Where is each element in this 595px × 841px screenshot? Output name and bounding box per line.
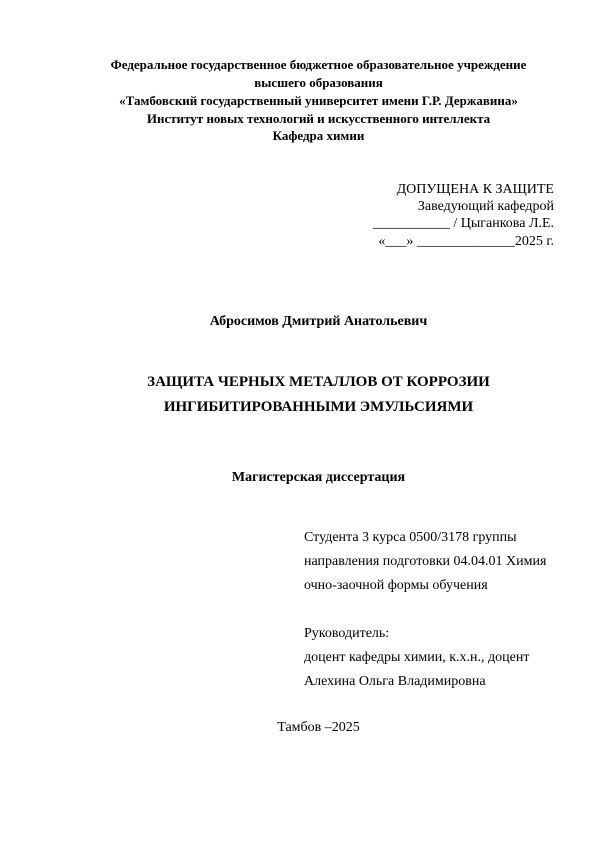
header-line-university: «Тамбовский государственный университет имени Г.Р. Державина» [119, 93, 518, 108]
city-year: Тамбов –2025 [277, 720, 360, 735]
student-course-group: Студента 3 курса 0500/3178 группы [304, 530, 517, 545]
student-program: направления подготовки 04.04.01 Химия [304, 554, 547, 569]
header-line-department: Кафедра химии [272, 128, 365, 143]
work-type: Магистерская диссертация [231, 470, 406, 485]
supervisor-position: доцент кафедры химии, к.х.н., доцент [304, 650, 530, 665]
author-name: Абросимов Дмитрий Анатольевич [209, 314, 428, 329]
supervisor-label: Руководитель: [304, 626, 390, 641]
student-study-form: очно-заочной формы обучения [304, 578, 488, 593]
thesis-title-line-1: ЗАЩИТА ЧЕРНЫХ МЕТАЛЛОВ ОТ КОРРОЗИИ [147, 374, 490, 390]
approval-head-of-department: Заведующий кафедрой [417, 199, 554, 214]
header-line-institute: Институт новых технологий и искусственного интеллекта [146, 111, 491, 126]
supervisor-name: Алехина Ольга Владимировна [304, 674, 486, 689]
approval-date-line: «___» ______________2025 г. [378, 234, 554, 249]
approval-signature-line: ___________ / Цыганкова Л.Е. [372, 216, 554, 231]
approval-heading: ДОПУЩЕНА К ЗАЩИТЕ [396, 182, 554, 197]
header-line-education-level: высшего образования [254, 75, 383, 90]
thesis-title-line-2: ИНГИБИТИРОВАННЫМИ ЭМУЛЬСИЯМИ [163, 399, 474, 415]
header-line-institution-type: Федеральное государственное бюджетное образовательное учреждение [110, 57, 527, 72]
